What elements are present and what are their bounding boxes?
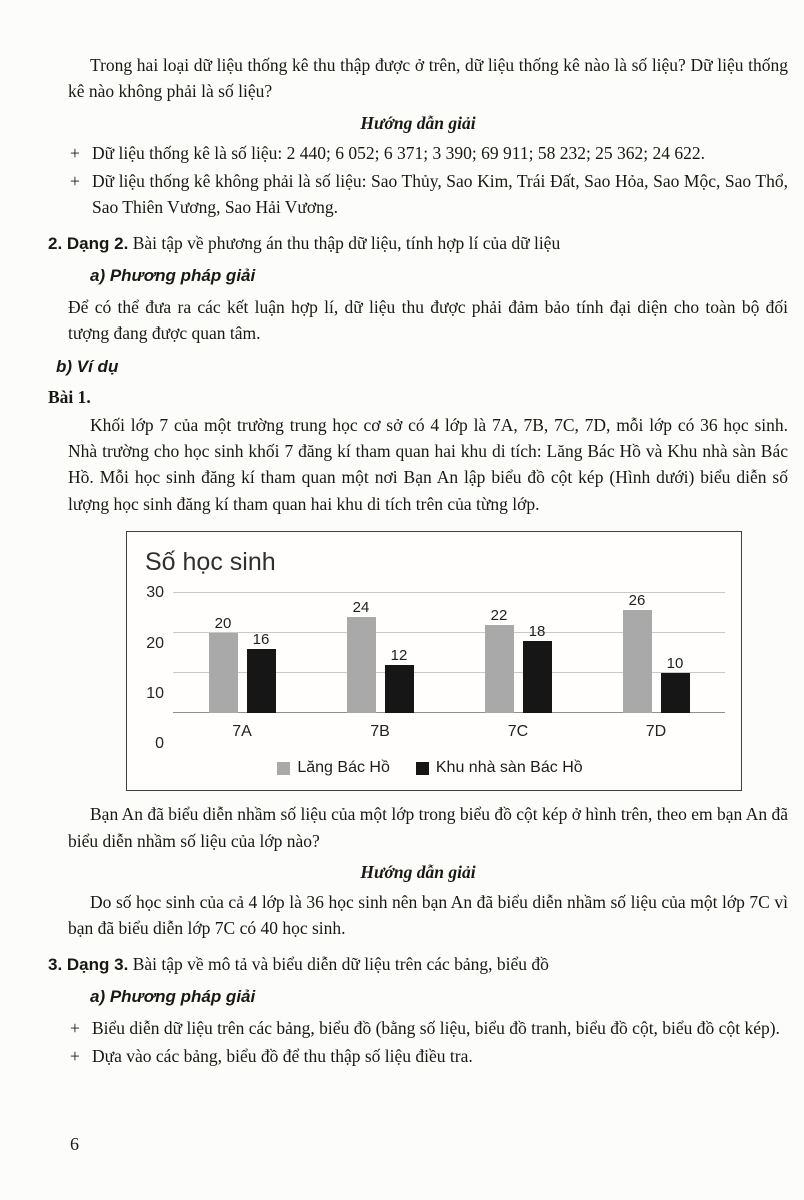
page-number: 6 — [70, 1134, 79, 1154]
dang3-item-2-text: Dựa vào các bảng, biểu đồ để thu thập số liệu điều tra. — [92, 1045, 473, 1066]
bar-value-label: 16 — [252, 631, 270, 649]
section-label-dang2: 2. Dạng 2. — [48, 233, 129, 253]
question-intro: Trong hai loại dữ liệu thống kê thu thập được ở trên, dữ liệu thống kê nào là số liệu? Dữ liệu thống kê nào không phải là số liệu? — [68, 55, 788, 102]
bar-wrap — [523, 593, 552, 713]
chart-legend — [135, 756, 725, 780]
bar-value-label: 12 — [390, 647, 408, 665]
bar — [347, 617, 376, 713]
dang3-item-2 — [68, 1043, 788, 1069]
method-heading-dang3: a) Phương pháp giải — [90, 987, 256, 1006]
plus-marker: + — [70, 1045, 80, 1066]
bar-value-label: 24 — [352, 599, 370, 617]
bar — [661, 673, 690, 713]
legend-label: Lăng Bác Hồ — [297, 759, 390, 777]
legend-item — [277, 756, 390, 780]
chart-bar-groups — [173, 593, 725, 713]
chart-x-tick-label: 7D — [645, 723, 667, 741]
chart-bar-group-7D — [587, 593, 725, 713]
chart-x-tick-label: 7C — [507, 723, 529, 741]
bar — [385, 665, 414, 713]
chart-y-tick-label: 0 — [155, 735, 164, 753]
exercise-solution: Do số học sinh của cả 4 lớp là 36 học sinh nên bạn An đã biểu diễn nhầm số liệu của một lớp 7C vì bạn đã biểu diễn lớp 7C có 40 học sinh. — [68, 892, 788, 939]
legend-item — [416, 756, 583, 780]
bar — [523, 641, 552, 713]
bar — [247, 649, 276, 713]
exercise-label: Bài 1. — [48, 386, 91, 407]
dang2-method-text: Để có thể đưa ra các kết luận hợp lí, dữ liệu thu được phải đảm bảo tính đại diện cho toàn bộ đối tượng đang được quan tâm. — [68, 296, 788, 343]
solution1-item-nonnumeric — [68, 168, 788, 221]
chart-bar-group-7B — [311, 593, 449, 713]
chart-x-tick-label: 7A — [232, 723, 252, 741]
section-text-dang3: Bài tập về mô tả và biểu diễn dữ liệu trên các bảng, biểu đồ — [128, 953, 549, 974]
bar-value-label: 20 — [214, 615, 232, 633]
plus-marker: + — [70, 171, 80, 191]
bar-wrap — [347, 593, 376, 713]
bar — [485, 625, 514, 713]
bar-value-label: 26 — [628, 592, 646, 610]
chart-y-tick-label: 30 — [146, 584, 164, 602]
legend-swatch-icon — [277, 762, 290, 775]
bar — [623, 610, 652, 713]
section-heading-dang3 — [48, 951, 788, 978]
chart-plot-column — [173, 593, 725, 744]
solution1-item-nonnumeric-text: Dữ liệu thống kê không phải là số liệu: Sao Thủy, Sao Kim, Trái Đất, Sao Hỏa, Sao Mộc, Sao Thổ, Sao Thiên Vương, Sao Hải Vương. — [92, 171, 788, 218]
chart-plot — [173, 593, 725, 713]
bar-wrap — [385, 593, 414, 713]
bar — [209, 633, 238, 713]
method-heading-dang2: a) Phương pháp giải — [90, 266, 256, 285]
section-heading-dang2 — [48, 230, 788, 257]
chart-y-tick-label: 10 — [146, 684, 164, 702]
chart-y-tick-label: 20 — [146, 634, 164, 652]
example-heading: b) Ví dụ — [56, 357, 119, 376]
bar-wrap — [623, 593, 652, 713]
bar-wrap — [209, 593, 238, 713]
plus-marker: + — [70, 142, 80, 163]
bar-value-label: 10 — [666, 655, 684, 673]
chart-y-axis — [135, 584, 173, 753]
bar-chart — [126, 531, 742, 792]
chart-body — [135, 584, 725, 753]
chart-bar-group-7A — [173, 593, 311, 713]
dang3-item-1 — [68, 1015, 788, 1041]
plus-marker: + — [70, 1017, 80, 1038]
legend-label: Khu nhà sàn Bác Hồ — [435, 759, 583, 777]
chart-x-labels — [173, 713, 725, 744]
bar-wrap — [661, 593, 690, 713]
bar-wrap — [247, 593, 276, 713]
bar-value-label: 22 — [490, 607, 508, 625]
bar-value-label: 18 — [528, 623, 546, 641]
legend-swatch-icon — [416, 762, 429, 775]
exercise-statement: Khối lớp 7 của một trường trung học cơ sở có 4 lớp là 7A, 7B, 7C, 7D, mỗi lớp có 36 học sinh. Nhà trường cho học sinh khối 7 đăng kí tham quan hai khu di tích: Lăng Bác Hồ và Khu nhà sàn Bác Hồ. Mỗi học sinh đăng kí tham quan một nơi Bạn An lập biểu đồ cột kép (Hình dưới) biểu diễn số lượng học sinh đăng kí tham quan hai khu di tích trên của từng lớp. — [68, 414, 788, 514]
chart-x-tick-label: 7B — [370, 723, 390, 741]
exercise-question: Bạn An đã biểu diễn nhầm số liệu của một lớp trong biểu đồ cột kép ở hình trên, theo em bạn An đã biểu diễn nhầm số liệu của lớp nào? — [68, 804, 788, 851]
dang3-item-1-text: Biểu diễn dữ liệu trên các bảng, biểu đồ (bằng số liệu, biểu đồ tranh, biểu đồ cột, biểu đồ cột kép). — [92, 1017, 780, 1038]
chart-bar-group-7C — [449, 593, 587, 713]
bar-wrap — [485, 593, 514, 713]
chart-title: Số học sinh — [145, 547, 276, 576]
section-label-dang3: 3. Dạng 3. — [48, 954, 129, 974]
solution1-item-numeric-text: Dữ liệu thống kê là số liệu: 2 440; 6 052; 6 371; 3 390; 69 911; 58 232; 25 362; 24 622. — [92, 142, 706, 163]
solution-heading-2: Hướng dẫn giải — [360, 861, 476, 882]
solution-heading-1: Hướng dẫn giải — [360, 112, 476, 133]
section-text-dang2: Bài tập về phương án thu thập dữ liệu, tính hợp lí của dữ liệu — [128, 232, 561, 253]
solution1-item-numeric — [68, 140, 788, 166]
